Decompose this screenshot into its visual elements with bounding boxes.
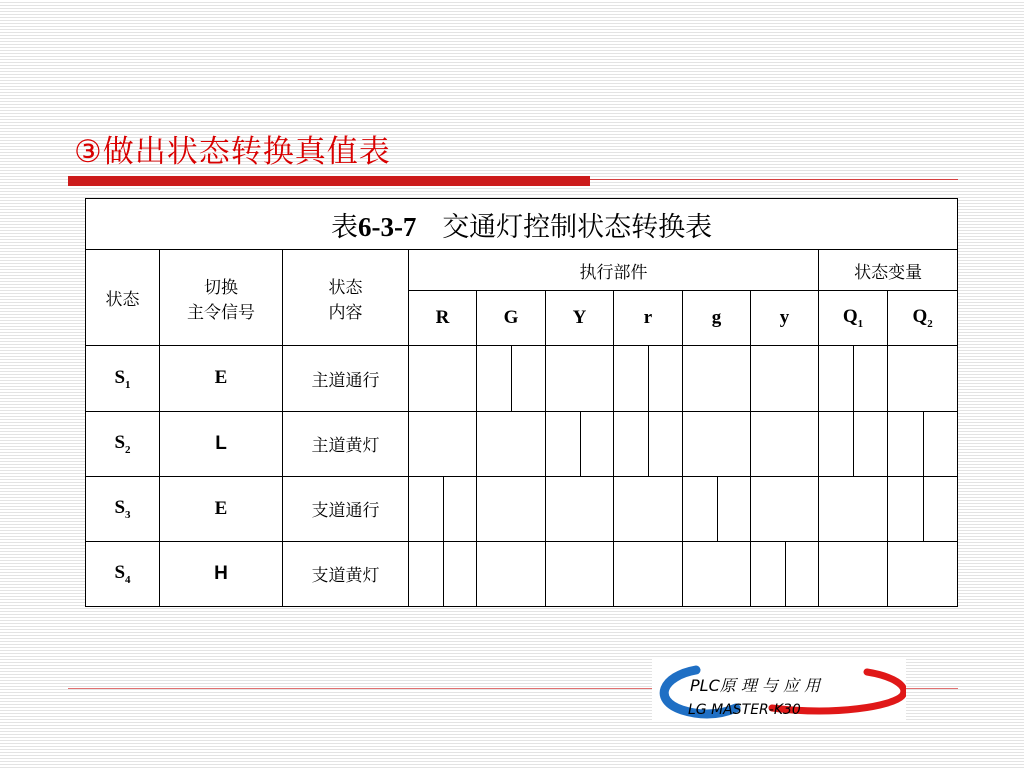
course-logo [652, 658, 906, 722]
row-signal: H [160, 541, 283, 606]
timing-cell [888, 411, 958, 476]
header-switch-line1: 切换 [204, 277, 238, 298]
header-switch-line2: 主令信号 [187, 302, 255, 323]
row-content: 主道黄灯 [283, 411, 409, 476]
timing-cell [751, 541, 819, 606]
timing-edge [717, 477, 718, 541]
header-col-R: R [409, 291, 477, 346]
timing-cell [819, 541, 888, 606]
timing-cell [888, 541, 958, 606]
caption-text: 交通灯控制状态转换表 [442, 211, 713, 243]
timing-cell [546, 541, 614, 606]
row-signal: E [160, 476, 283, 541]
timing-edge [511, 346, 512, 410]
row-content: 支道通行 [283, 476, 409, 541]
timing-cell [546, 476, 614, 541]
timing-cell [751, 476, 819, 541]
title-underline-thick [68, 176, 590, 186]
timing-cell [614, 476, 683, 541]
header-content-line1: 状态 [328, 277, 363, 298]
timing-cell [751, 411, 819, 476]
row-state: $S_1$ [86, 346, 160, 411]
timing-edge [443, 542, 444, 606]
timing-cell [614, 346, 683, 411]
header-var-group: 状态变量 [819, 250, 958, 291]
timing-cell [546, 411, 614, 476]
timing-cell [819, 476, 888, 541]
timing-cell [614, 411, 683, 476]
timing-cell [409, 346, 477, 411]
timing-edge [648, 412, 649, 476]
timing-cell [409, 411, 477, 476]
table-caption [86, 199, 958, 250]
header-col-g: g [683, 291, 751, 346]
timing-cell [546, 346, 614, 411]
header-col-r: r [614, 291, 683, 346]
slide-title: ③做出状态转换真值表 [74, 134, 391, 170]
timing-edge [785, 542, 786, 606]
header-state-content [283, 250, 409, 346]
logo-line2: LG MASTER-K30 [688, 702, 801, 718]
timing-cell [409, 476, 477, 541]
timing-cell [477, 346, 546, 411]
table-row [86, 476, 958, 541]
header-content-line2: 内容 [328, 302, 363, 323]
timing-edge [923, 477, 924, 541]
timing-cell [683, 476, 751, 541]
timing-edge [648, 346, 649, 410]
logo-line1: PLC原 理 与 应 用 [690, 676, 821, 695]
timing-cell [683, 411, 751, 476]
timing-cell [477, 411, 546, 476]
timing-cell [614, 541, 683, 606]
timing-cell [683, 346, 751, 411]
row-state: $S_2$ [86, 411, 160, 476]
timing-cell [819, 346, 888, 411]
timing-cell [683, 541, 751, 606]
timing-edge [853, 412, 854, 476]
timing-cell [751, 346, 819, 411]
header-col-Q1: $Q_1$ [819, 291, 888, 346]
header-exec-group: 执行部件 [409, 250, 819, 291]
header-col-Y: Y [546, 291, 614, 346]
header-state: 状态 [86, 250, 160, 346]
timing-cell [819, 411, 888, 476]
row-content: 支道黄灯 [283, 541, 409, 606]
table-row [86, 541, 958, 606]
timing-cell [888, 346, 958, 411]
timing-edge [923, 412, 924, 476]
title-underline-thin [590, 179, 958, 180]
state-transition-table [85, 198, 958, 607]
timing-cell [409, 541, 477, 606]
timing-edge [580, 412, 581, 476]
row-signal: E [160, 346, 283, 411]
row-state: $S_3$ [86, 476, 160, 541]
header-col-Q2: $Q_2$ [888, 291, 958, 346]
timing-edge [853, 346, 854, 410]
row-content: 主道通行 [283, 346, 409, 411]
logo-swoosh-icon [652, 658, 906, 722]
timing-edge [443, 477, 444, 541]
table-row [86, 346, 958, 411]
header-col-G: G [477, 291, 546, 346]
caption-prefix: 表 [330, 211, 358, 243]
timing-cell [477, 541, 546, 606]
row-signal: L [160, 411, 283, 476]
table-row [86, 411, 958, 476]
header-switch-signal [160, 250, 283, 346]
timing-cell [888, 476, 958, 541]
row-state: $S_4$ [86, 541, 160, 606]
timing-cell [477, 476, 546, 541]
caption-number: 6-3-7 [357, 211, 417, 242]
header-col-y: y [751, 291, 819, 346]
